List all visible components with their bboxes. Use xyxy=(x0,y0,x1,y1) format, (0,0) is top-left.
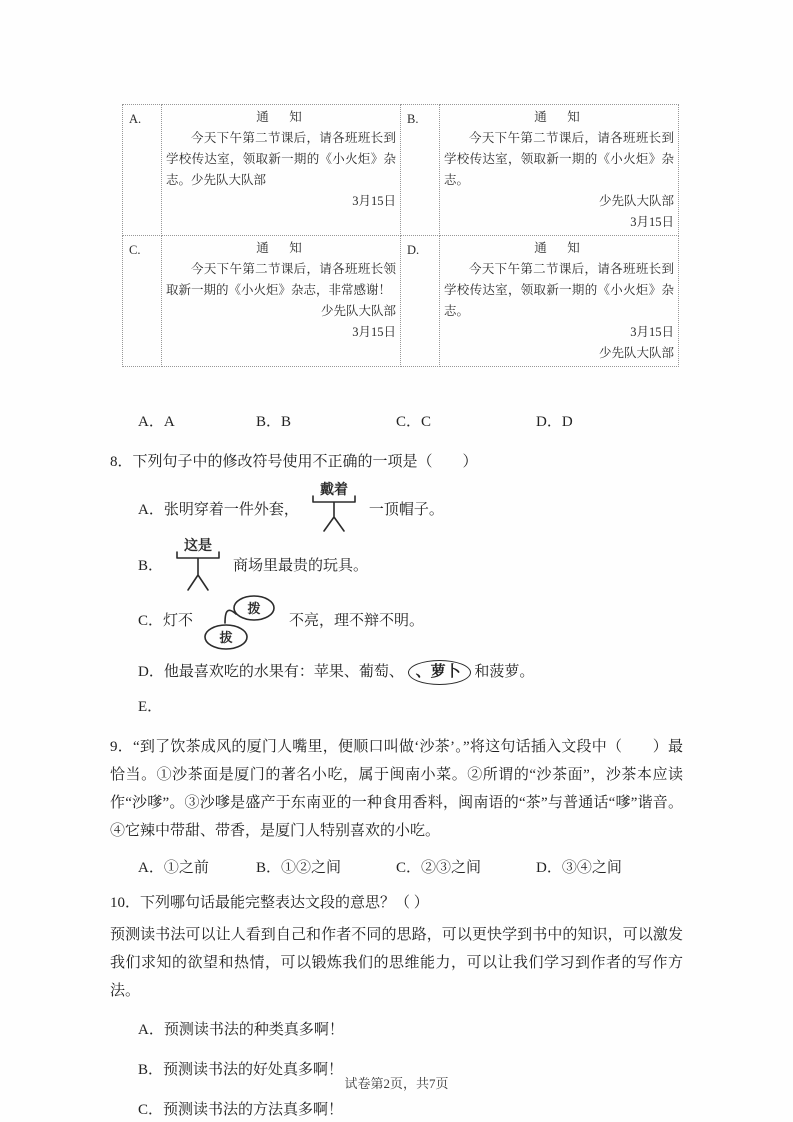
q8-option-d-post: 和菠萝。 xyxy=(474,664,535,680)
notice-option-label-c: C. xyxy=(123,236,162,367)
q9-option-a: A．①之前 xyxy=(138,860,209,876)
question-9-stem: 9．“到了饮茶成风的厦门人嘴里，便顺口叫做‘沙茶’。”将这句话插入文段中（ ）最恰当。 xyxy=(110,739,683,783)
q8-option-a-label: A． xyxy=(138,502,164,518)
q8-option-b xyxy=(138,536,683,592)
notice-body: 今天下午第二节课后，请各班班长到学校传达室，领取新一期的《小火炬》杂志。少先队大队部 xyxy=(166,131,396,187)
q8-option-c-label: C． xyxy=(138,613,164,629)
delete-circle-mark: 、萝卜 xyxy=(408,660,471,685)
q10-option-a: A．预测读书法的种类真多啊！ xyxy=(138,1022,344,1038)
q8-option-d-pre: 他最喜欢吃的水果有：苹果、葡萄、 xyxy=(163,664,404,680)
replace-new-word: 拨 xyxy=(247,601,261,616)
replace-old-word: 拔 xyxy=(219,630,233,645)
q10-option-c: C．预测读书法的方法真多啊！ xyxy=(138,1102,344,1118)
notice-option-label-b: B. xyxy=(401,105,440,236)
notice-body: 今天下午第二节课后，请各班班长到学校传达室，领取新一期的《小火炬》杂志。 xyxy=(444,131,674,187)
page-footer: 试卷第2页，共7页 xyxy=(344,1076,449,1091)
insert-mark-icon xyxy=(305,480,363,534)
notice-right-line: 少先队大队部 xyxy=(320,304,396,318)
notice-right-line: 3月15日 xyxy=(630,325,674,339)
notice-cell-a xyxy=(162,105,401,236)
answer-option-a: A．A xyxy=(138,414,175,430)
q8-option-b-label: B． xyxy=(138,558,164,574)
q9-answer-row xyxy=(138,857,683,879)
insert-word: 戴着 xyxy=(319,483,348,498)
q8-option-e: E． xyxy=(138,699,163,715)
insert-word: 这是 xyxy=(184,539,213,554)
q8-option-a-pre: 张明穿着一件外套， xyxy=(163,502,299,518)
answer-option-b: B．B xyxy=(256,414,292,430)
answer-option-d: D．D xyxy=(536,414,573,430)
notice-right-line: 3月15日 xyxy=(630,215,674,229)
answer-option-c: C．C xyxy=(396,414,432,430)
notice-option-label-d: D. xyxy=(401,236,440,367)
q8-option-b-post: 商场里最贵的玩具。 xyxy=(233,558,369,574)
notice-right-line: 少先队大队部 xyxy=(598,346,674,360)
q8-option-c-post: 不亮，理不辩不明。 xyxy=(289,613,425,629)
question-10-stem: 10．下列哪句话最能完整表达文段的意思？（ ） xyxy=(110,895,429,911)
notice-body: 今天下午第二节课后，请各班班长到学校传达室，领取新一期的《小火炬》杂志。 xyxy=(444,262,674,318)
q8-option-c-pre: 灯不 xyxy=(163,613,194,629)
q8-option-d xyxy=(138,656,683,688)
q9-option-b: B．①②之间 xyxy=(256,860,342,876)
notice-answer-row xyxy=(138,411,683,433)
notice-right-line: 3月15日 xyxy=(352,325,396,339)
replace-mark-icon xyxy=(201,592,281,652)
question-9-passage: ①沙茶面是厦门的著名小吃，属于闽南小菜。②所谓的“沙茶面”，沙茶本应读作“沙嗲”。③沙嗲是盛产于东南亚的一种食用香料，闽南语的“茶”与普通话“嗲”谐音。④它辣中带甜、带香，是厦门人特别喜欢的小吃。 xyxy=(110,767,683,839)
notice-body: 今天下午第二节课后，请各班班长领取新一期的《小火炬》杂志，非常感谢！ xyxy=(166,262,396,297)
table-row xyxy=(123,105,679,236)
notice-title: 通 知 xyxy=(534,241,584,255)
notice-options-table xyxy=(122,104,679,367)
q8-option-a xyxy=(138,480,683,534)
notice-right-line: 少先队大队部 xyxy=(598,194,674,208)
question-10-passage: 预测读书法可以让人看到自己和作者不同的思路，可以更快学到书中的知识，可以激发我们求知的欲望和热情，可以锻炼我们的思维能力，可以让我们学习到作者的写作方法。 xyxy=(110,927,683,999)
insert-mark-icon xyxy=(169,536,227,592)
notice-cell-d xyxy=(440,236,679,367)
q10-option-b: B．预测读书法的好处真多啊！ xyxy=(138,1062,344,1078)
table-row xyxy=(123,236,679,367)
notice-title: 通 知 xyxy=(256,110,306,124)
notice-title: 通 知 xyxy=(534,110,584,124)
q8-option-d-label: D． xyxy=(138,664,164,680)
q8-option-c xyxy=(138,592,683,652)
notice-cell-c xyxy=(162,236,401,367)
q9-option-d: D．③④之间 xyxy=(536,860,622,876)
q8-option-a-post: 一顶帽子。 xyxy=(368,502,444,518)
notice-title: 通 知 xyxy=(256,241,306,255)
notice-cell-b xyxy=(440,105,679,236)
question-9-text xyxy=(110,733,683,845)
q9-option-c: C．②③之间 xyxy=(396,860,482,876)
notice-right-line: 3月15日 xyxy=(352,194,396,208)
question-8-stem: 8．下列句子中的修改符号使用不正确的一项是（ ） xyxy=(110,454,478,470)
page-content xyxy=(0,104,793,1121)
notice-option-label-a: A. xyxy=(123,105,162,236)
